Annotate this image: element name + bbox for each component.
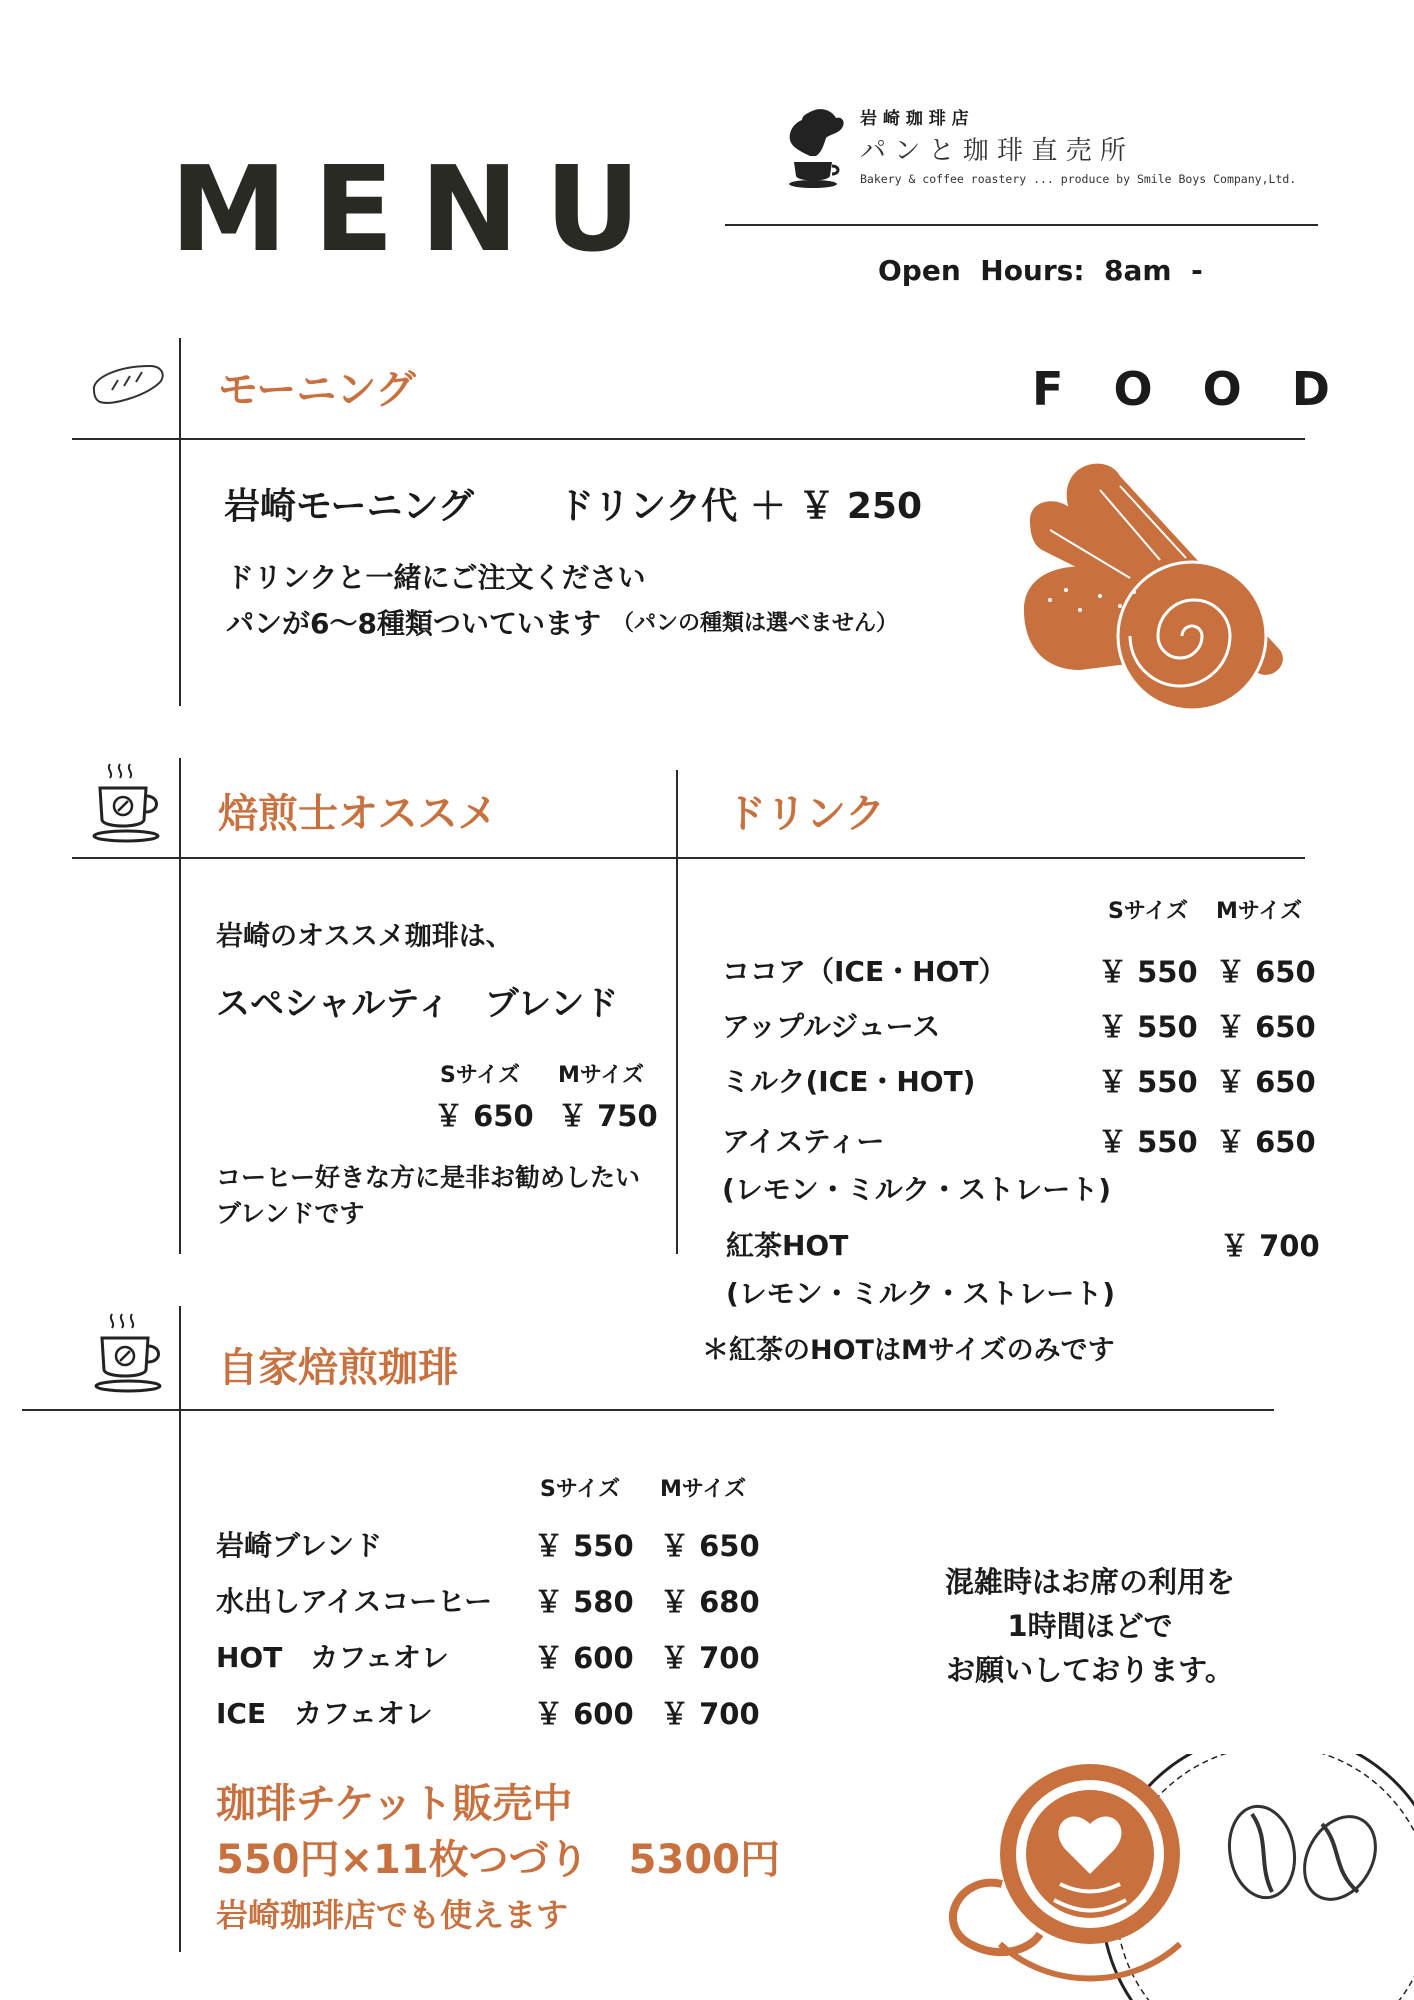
recommend-desc-2: ブレンドです — [216, 1199, 365, 1228]
logo-shop-name: 岩 崎 珈 琲 店 — [860, 109, 969, 129]
drink-icetea-sub: (レモン・ミルク・ストレート) — [722, 1173, 1112, 1206]
logo-tagline: Bakery & coffee roastery ... produce by Smile Boys Company,Ltd. — [860, 172, 1297, 186]
drink-item-price-s: ￥ 550 — [1098, 1065, 1198, 1099]
drink-vline — [676, 770, 678, 1254]
drink-tea-name: 紅茶HOT — [726, 1229, 849, 1262]
drink-item-price-m: ￥ 650 — [1216, 1010, 1316, 1044]
coffee-item-name: HOT カフェオレ — [216, 1641, 449, 1674]
morning-title: モーニング — [218, 367, 416, 413]
recommend-vline — [179, 758, 181, 1254]
notice-line-3: お願いしております。 — [946, 1653, 1234, 1687]
morning-note-2-small: （パンの種類は選べません） — [612, 611, 899, 636]
food-label: F O O D — [1032, 362, 1336, 416]
coffee-cup-icon — [92, 762, 164, 844]
recommend-title: 焙煎士オススメ — [218, 791, 498, 837]
ticket-line-2: 550円×11枚つづり 5300円 — [216, 1837, 781, 1883]
morning-hline — [72, 438, 1305, 440]
notice — [900, 1560, 1280, 1692]
drink-item-price-s: ￥ 550 — [1098, 1125, 1198, 1159]
coffee-item-name: 岩崎ブレンド — [216, 1529, 383, 1562]
morning-vline — [179, 338, 181, 706]
coffee-item-name: 水出しアイスコーヒー — [216, 1585, 493, 1618]
coffee-item-price-m: ￥ 700 — [660, 1641, 760, 1675]
morning-note-2: パンが6～8種類ついています — [226, 607, 601, 640]
drink-note: ＊紅茶のHOTはMサイズのみです — [702, 1335, 1115, 1366]
header-divider — [725, 224, 1318, 226]
drink-item-name: アップルジュース — [722, 1010, 941, 1043]
recommend-price-s: ￥ 650 — [434, 1099, 534, 1133]
coffee-item-price-s: ￥ 600 — [534, 1697, 634, 1731]
recommend-intro: 岩崎のオススメ珈琲は、 — [216, 921, 513, 952]
ticket-line-3: 岩崎珈琲店でも使えます — [216, 1896, 569, 1934]
recommend-size-s: Sサイズ — [440, 1063, 521, 1088]
notice-line-2: 1時間ほどで — [1007, 1609, 1173, 1643]
shop-logo — [780, 100, 1300, 200]
coffee-size-m: Mサイズ — [660, 1477, 747, 1502]
drink-item-name: アイスティー — [722, 1125, 885, 1158]
drink-item-name: ミルク(ICE・HOT) — [722, 1065, 976, 1098]
ticket-line-1: 珈琲チケット販売中 — [216, 1781, 573, 1827]
notice-line-1: 混雑時はお席の利用を — [944, 1565, 1235, 1599]
recommend-blend: スペシャルティ ブレンド — [216, 984, 619, 1024]
drink-item-name: ココア（ICE・HOT） — [722, 955, 1007, 988]
drink-size-m: Mサイズ — [1216, 899, 1303, 924]
open-hours: Open Hours: 8am - — [878, 254, 1203, 287]
drink-item-price-s: ￥ 550 — [1098, 1010, 1198, 1044]
coffee-item-price-m: ￥ 650 — [660, 1529, 760, 1563]
menu-title: MENU — [170, 140, 667, 278]
drink-item-price-m: ￥ 650 — [1216, 1065, 1316, 1099]
coffee-cup-icon — [94, 1312, 166, 1394]
drink-item-price-m: ￥ 650 — [1216, 1125, 1316, 1159]
morning-item-name: 岩崎モーニング — [224, 486, 474, 527]
bread-icon — [88, 360, 168, 410]
recommend-hline — [72, 857, 1305, 859]
coffee-title: 自家焙煎珈琲 — [218, 1345, 458, 1391]
morning-note-1: ドリンクと一緒にご注文ください — [226, 561, 646, 594]
coffee-hline — [22, 1409, 1274, 1411]
drink-title: ドリンク — [726, 791, 886, 837]
coffee-item-price-s: ￥ 550 — [534, 1529, 634, 1563]
coffee-size-s: Sサイズ — [540, 1477, 621, 1502]
coffee-item-name: ICE カフェオレ — [216, 1697, 433, 1730]
recommend-price-m: ￥ 750 — [558, 1099, 658, 1133]
morning-item-price: ドリンク代 ＋ ￥ 250 — [558, 486, 923, 527]
recommend-desc-1: コーヒー好きな方に是非お勧めしたい — [216, 1163, 641, 1192]
coffee-item-price-s: ￥ 580 — [534, 1585, 634, 1619]
logo-mascot-icon — [780, 104, 850, 194]
bread-illustration — [1010, 450, 1300, 720]
coffee-vline — [179, 1306, 181, 1952]
latte-illustration — [940, 1754, 1414, 2000]
drink-tea-price: ￥ 700 — [1220, 1229, 1320, 1263]
recommend-size-m: Mサイズ — [558, 1063, 645, 1088]
coffee-item-price-m: ￥ 700 — [660, 1697, 760, 1731]
drink-tea-sub: (レモン・ミルク・ストレート) — [726, 1277, 1116, 1310]
drink-size-s: Sサイズ — [1108, 899, 1189, 924]
drink-item-price-s: ￥ 550 — [1098, 955, 1198, 989]
coffee-item-price-s: ￥ 600 — [534, 1641, 634, 1675]
coffee-item-price-m: ￥ 680 — [660, 1585, 760, 1619]
drink-item-price-m: ￥ 650 — [1216, 955, 1316, 989]
logo-subtitle: パ ン と 珈 琲 直 売 所 — [860, 136, 1126, 166]
